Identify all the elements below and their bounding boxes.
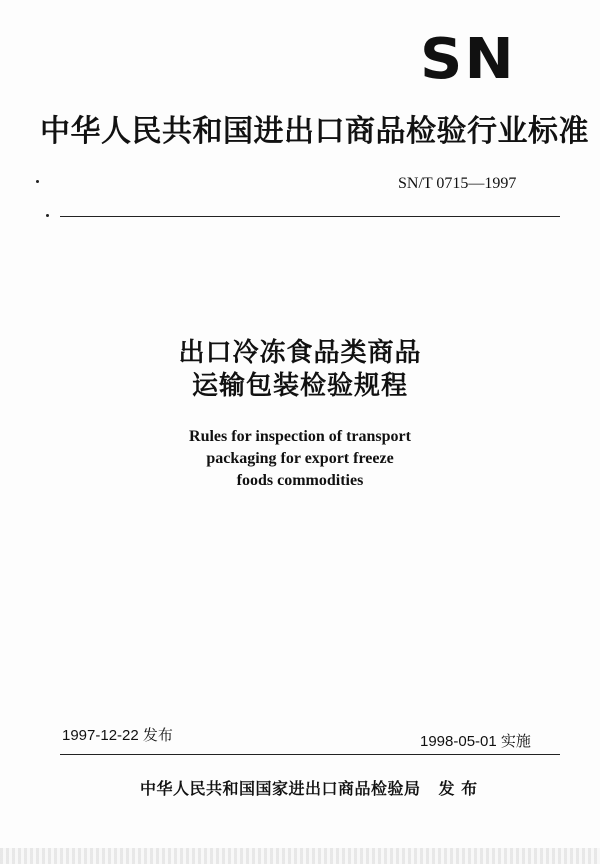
issuer-name: 中华人民共和国国家进出口商品检验局 (140, 779, 421, 798)
effective-date: 1998-05-01 实施 (420, 733, 531, 750)
title-en-line2: packaging for export freeze (206, 450, 394, 467)
issuing-authority (140, 778, 478, 800)
scan-dot (36, 180, 39, 183)
title-cn-line1: 出口冷冻食品类商品 (178, 338, 422, 368)
header-divider (60, 216, 560, 217)
issuer-suffix: 发 布 (438, 779, 478, 798)
scan-dot (46, 214, 49, 217)
footer-divider (60, 754, 560, 755)
title-en-line3: foods commodities (236, 472, 364, 489)
standard-category-title: 中华人民共和国进出口商品检验行业标准 (40, 114, 589, 149)
title-cn-line2: 运输包装检验规程 (191, 371, 408, 401)
sn-logo: SN (420, 27, 516, 92)
standard-number: SN/T 0715—1997 (398, 175, 517, 192)
title-en-line1: Rules for inspection of transport (189, 428, 411, 445)
issue-date: 1997-12-22 发布 (62, 727, 173, 744)
scan-edge (0, 848, 600, 864)
